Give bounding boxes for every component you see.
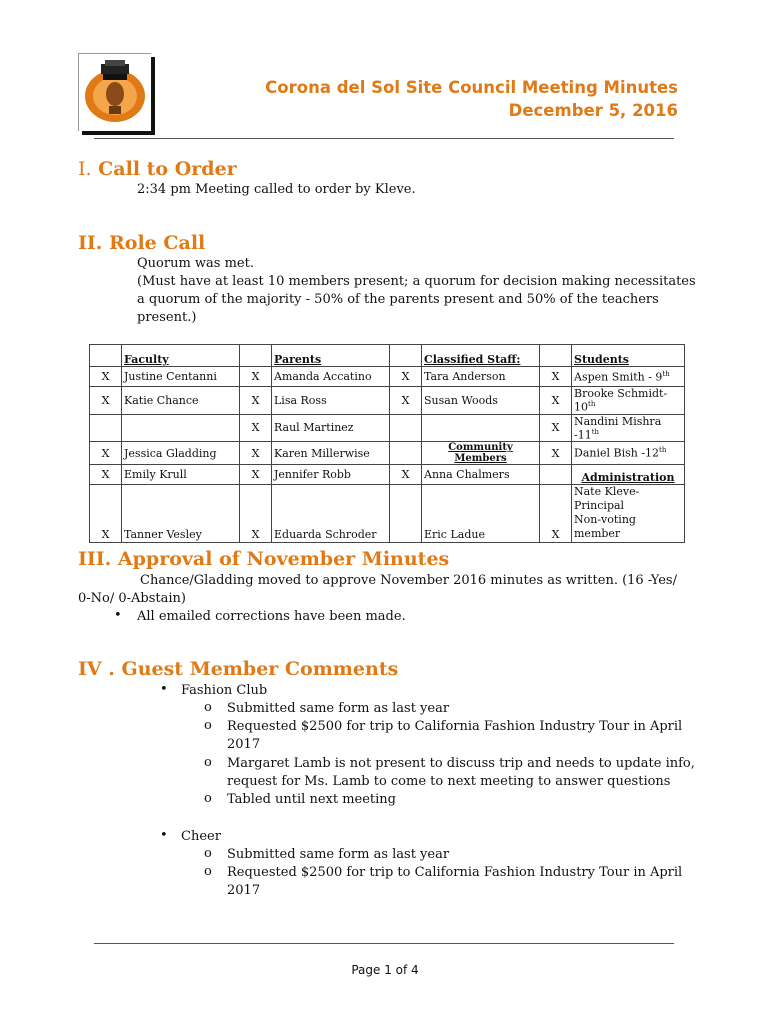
attendance-mark: X xyxy=(540,387,572,415)
circle-bullet-icon: o xyxy=(204,864,212,879)
table-row xyxy=(90,387,685,415)
attendance-mark: X xyxy=(240,367,272,387)
attendance-table xyxy=(89,344,685,543)
footer-rule xyxy=(94,943,674,944)
call-to-order-text: 2:34 pm Meeting called to order by Kleve. xyxy=(137,182,416,197)
faculty-name: Emily Krull xyxy=(122,465,240,485)
attendance-mark: X xyxy=(240,442,272,465)
attendance-mark: X xyxy=(90,465,122,485)
parent-name: Raul Martinez xyxy=(272,414,390,442)
circle-bullet-icon: o xyxy=(204,791,212,806)
guest-item-1-sub-3a: Margaret Lamb is not present to discuss trip and needs to update info, xyxy=(227,756,695,771)
faculty-name: Katie Chance xyxy=(122,387,240,415)
attendance-mark: X xyxy=(390,367,422,387)
community-name: Eric Ladue xyxy=(422,485,540,543)
quorum-line-1: Quorum was met. xyxy=(137,256,254,271)
classified-name: Tara Anderson xyxy=(422,367,540,387)
admin-line-2: Non-voting member xyxy=(574,513,636,541)
administration-header: Administration xyxy=(572,465,685,485)
parent-name: Jennifer Robb xyxy=(272,465,390,485)
guest-item-1: Fashion Club xyxy=(181,683,268,698)
attendance-mark: X xyxy=(390,387,422,415)
attendance-mark: X xyxy=(90,442,122,465)
quorum-line-2: (Must have at least 10 members present; a quorum for decision making necessitates xyxy=(137,274,696,289)
bullet-icon: • xyxy=(160,828,168,843)
student-name-text: Brooke Schmidt-10 xyxy=(574,387,668,414)
attendance-mark: X xyxy=(240,414,272,442)
bullet-icon: • xyxy=(114,608,122,623)
document-title: Corona del Sol Site Council Meeting Minutes xyxy=(265,78,678,97)
school-logo xyxy=(78,53,151,131)
attendance-mark: X xyxy=(540,414,572,442)
student-name-text: Nandini Mishra -11 xyxy=(574,414,662,442)
quorum-line-4: present.) xyxy=(137,310,197,325)
student-name xyxy=(572,367,685,387)
admin-line-1: Nate Kleve-Principal xyxy=(574,485,640,513)
guest-item-2-sub-2a: Requested $2500 for trip to California Fashion Industry Tour in April xyxy=(227,865,683,880)
table-row xyxy=(90,442,685,465)
approval-bullet: All emailed corrections have been made. xyxy=(137,609,406,624)
header-classified: Classified Staff: xyxy=(422,345,540,367)
guest-item-2-sub-1: Submitted same form as last year xyxy=(227,847,450,862)
parent-name: Karen Millerwise xyxy=(272,442,390,465)
faculty-name: Tanner Vesley xyxy=(122,485,240,543)
section-heading-approval: III. Approval of November Minutes xyxy=(78,548,450,570)
student-name-text: Aspen Smith - 9 xyxy=(574,370,663,384)
attendance-mark: X xyxy=(90,367,122,387)
attendance-mark: X xyxy=(90,387,122,415)
guest-item-1-sub-3b: request for Ms. Lamb to come to next meeting to answer questions xyxy=(227,774,671,789)
circle-bullet-icon: o xyxy=(204,700,212,715)
student-name xyxy=(572,387,685,415)
student-grade-suffix: th xyxy=(659,446,667,455)
student-name xyxy=(572,442,685,465)
bullet-icon: • xyxy=(160,682,168,697)
parent-name: Amanda Accatino xyxy=(272,367,390,387)
header-faculty: Faculty xyxy=(122,345,240,367)
guest-item-1-sub-4: Tabled until next meeting xyxy=(227,792,396,807)
admin-entry xyxy=(572,485,685,543)
table-row xyxy=(90,414,685,442)
faculty-name: Jessica Gladding xyxy=(122,442,240,465)
student-name xyxy=(572,414,685,442)
guest-item-2: Cheer xyxy=(181,829,221,844)
guest-item-1-sub-2a: Requested $2500 for trip to California Fashion Industry Tour in April xyxy=(227,719,683,734)
attendance-mark: X xyxy=(240,465,272,485)
attendance-mark: X xyxy=(540,367,572,387)
attendance-mark: X xyxy=(240,387,272,415)
table-row xyxy=(90,367,685,387)
attendance-mark: X xyxy=(540,485,572,543)
approval-line-2: 0-No/ 0-Abstain) xyxy=(78,591,186,606)
classified-name: Susan Woods xyxy=(422,387,540,415)
header-students: Students xyxy=(572,345,685,367)
section-heading-role-call: II. Role Call xyxy=(78,232,206,254)
guest-item-1-sub-2b: 2017 xyxy=(227,737,261,752)
faculty-name: Justine Centanni xyxy=(122,367,240,387)
circle-bullet-icon: o xyxy=(204,718,212,733)
table-row xyxy=(90,485,685,543)
section-heading-call-to-order xyxy=(78,158,237,180)
student-name-text: Daniel Bish -12 xyxy=(574,447,660,461)
student-grade-suffix: th xyxy=(662,369,670,378)
parent-name: Lisa Ross xyxy=(272,387,390,415)
attendance-mark: X xyxy=(540,442,572,465)
attendance-mark: X xyxy=(90,485,122,543)
quorum-line-3: a quorum of the majority - 50% of the parents present and 50% of the teachers xyxy=(137,292,659,307)
page-number: Page 1 of 4 xyxy=(351,963,419,977)
section-heading-guest: IV . Guest Member Comments xyxy=(78,658,399,680)
community-members-header: Community Members xyxy=(422,442,540,465)
section-title: Call to Order xyxy=(98,158,237,180)
parent-name: Eduarda Schroder xyxy=(272,485,390,543)
community-name: Anna Chalmers xyxy=(422,465,540,485)
attendance-mark: X xyxy=(240,485,272,543)
approval-line-1: Chance/Gladding moved to approve November 2016 minutes as written. (16 -Yes/ xyxy=(140,573,677,588)
faculty-name xyxy=(122,414,240,442)
table-row xyxy=(90,465,685,485)
header-parents: Parents xyxy=(272,345,390,367)
circle-bullet-icon: o xyxy=(204,755,212,770)
student-grade-suffix: th xyxy=(591,427,600,436)
circle-bullet-icon: o xyxy=(204,846,212,861)
section-roman: I. xyxy=(78,158,92,180)
student-grade-suffix: th xyxy=(588,400,596,408)
table-header-row xyxy=(90,345,685,367)
guest-item-1-sub-1: Submitted same form as last year xyxy=(227,701,450,716)
attendance-mark: X xyxy=(390,465,422,485)
guest-item-2-sub-2b: 2017 xyxy=(227,883,261,898)
school-logo-icon xyxy=(79,54,151,131)
document-date: December 5, 2016 xyxy=(508,101,678,120)
header-rule xyxy=(94,138,674,139)
